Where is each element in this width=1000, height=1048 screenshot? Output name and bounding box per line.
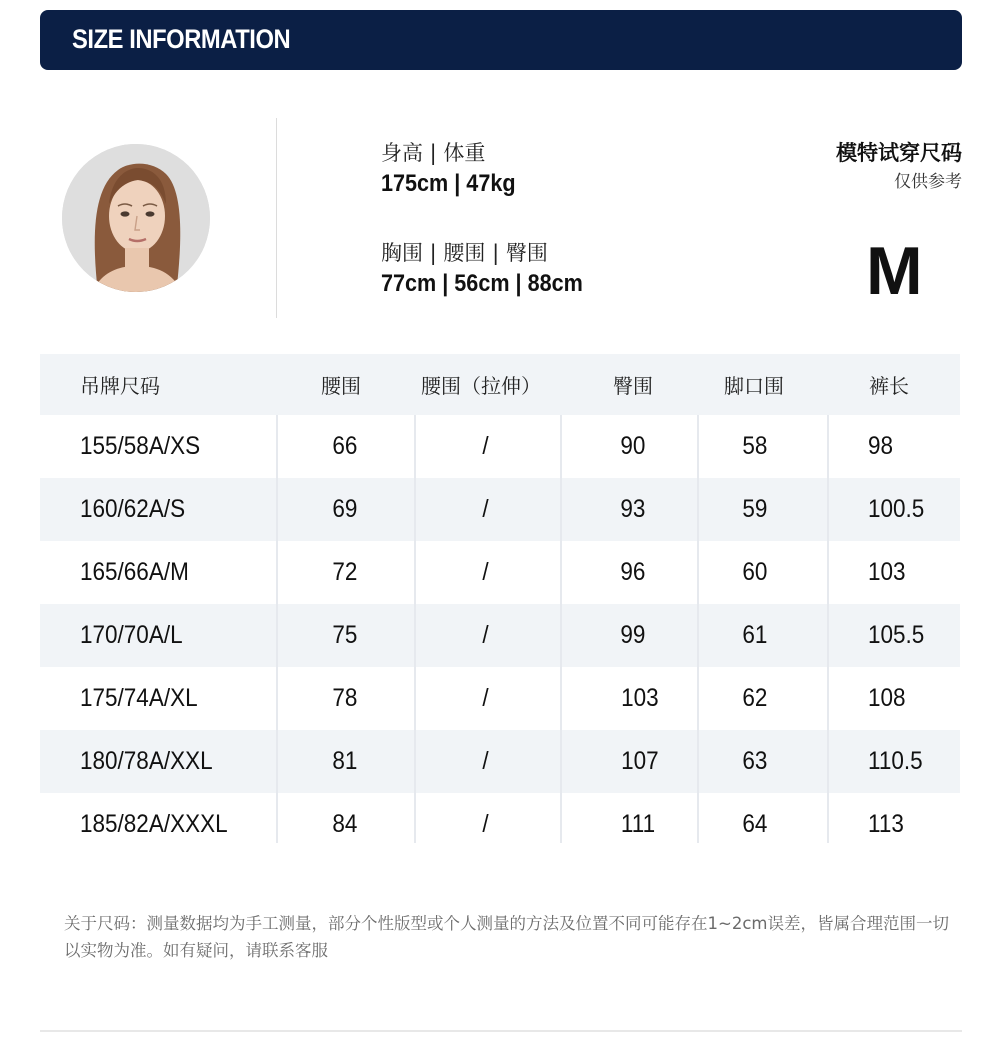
cell-hip: 90 [620,432,646,460]
height-weight-value: 175cm | 47kg [381,170,516,197]
cell-pants-length: 100.5 [868,495,925,523]
cell-leg-opening: 62 [742,684,768,712]
header-cell-leg-opening: 脚口围 [724,374,784,398]
table-row [40,541,960,604]
cell-waist-stretch: / [482,558,489,586]
measurements-label: 胸围 | 腰围 | 臀围 [381,241,548,265]
header-cell-pants-length: 裤长 [869,374,909,398]
column-divider [697,415,699,843]
cell-hip: 93 [620,495,646,523]
cell-pants-length: 110.5 [868,747,923,775]
cell-waist-stretch: / [482,432,489,460]
model-size-note: 仅供参考 [894,172,962,192]
cell-pants-length: 105.5 [868,621,925,649]
cell-leg-opening: 64 [742,810,768,838]
height-weight-label: 身高 | 体重 [381,141,486,165]
cell-leg-opening: 61 [742,621,768,649]
header-cell-waist-stretch: 腰围（拉伸） [421,374,541,398]
cell-hip: 103 [621,684,659,712]
cell-tag-size: 155/58A/XS [80,432,201,460]
measurements-value: 77cm | 56cm | 88cm [381,270,583,297]
model-avatar [62,144,210,292]
cell-pants-length: 108 [868,684,906,712]
cell-pants-length: 98 [868,432,894,460]
column-divider [276,415,278,843]
cell-leg-opening: 58 [742,432,768,460]
column-divider [560,415,562,843]
cell-waist: 69 [332,495,358,523]
cell-pants-length: 113 [868,810,904,838]
column-divider [827,415,829,843]
column-divider [414,415,416,843]
cell-waist: 78 [332,684,358,712]
table-row [40,415,960,478]
cell-tag-size: 165/66A/M [80,558,189,586]
cell-pants-length: 103 [868,558,906,586]
table-row [40,793,960,856]
table-row [40,604,960,667]
cell-waist: 81 [332,747,358,775]
cell-waist-stretch: / [482,747,489,775]
size-info-header [40,10,962,70]
cell-waist-stretch: / [482,495,489,523]
cell-tag-size: 180/78A/XXL [80,747,213,775]
cell-leg-opening: 63 [742,747,768,775]
cell-waist-stretch: / [482,810,489,838]
cell-leg-opening: 60 [742,558,768,586]
header-cell-waist: 腰围 [321,374,361,398]
model-size-title: 模特试穿尺码 [836,141,962,165]
header-cell-tag-size: 吊牌尺码 [80,374,160,398]
table-header-row [40,354,960,415]
cell-tag-size: 185/82A/XXXL [80,810,228,838]
table-row [40,730,960,793]
model-portrait-icon [62,144,210,292]
cell-tag-size: 170/70A/L [80,621,183,649]
cell-leg-opening: 59 [742,495,768,523]
cell-hip: 111 [620,810,656,838]
size-table [40,354,960,856]
cell-waist-stretch: / [482,684,489,712]
header-title: SIZE INFORMATION [72,24,291,54]
cell-waist: 75 [332,621,358,649]
cell-waist: 72 [332,558,358,586]
header-cell-hip: 臀围 [613,374,653,398]
cell-waist: 84 [332,810,358,838]
cell-waist-stretch: / [482,621,489,649]
cell-hip: 96 [620,558,646,586]
table-row [40,478,960,541]
model-size-letter: M [866,233,923,309]
cell-hip: 99 [620,621,646,649]
cell-tag-size: 160/62A/S [80,495,186,523]
table-row [40,667,960,730]
cell-hip: 107 [621,747,659,775]
cell-waist: 66 [332,432,358,460]
cell-tag-size: 175/74A/XL [80,684,198,712]
bottom-divider [40,1030,962,1032]
model-info-divider [276,118,277,318]
size-footnote: 关于尺码：测量数据均为手工测量，部分个性版型或个人测量的方法及位置不同可能存在1~2cm误差，皆属合理范围一切以实物为准。如有疑问，请联系客服 [64,914,949,960]
